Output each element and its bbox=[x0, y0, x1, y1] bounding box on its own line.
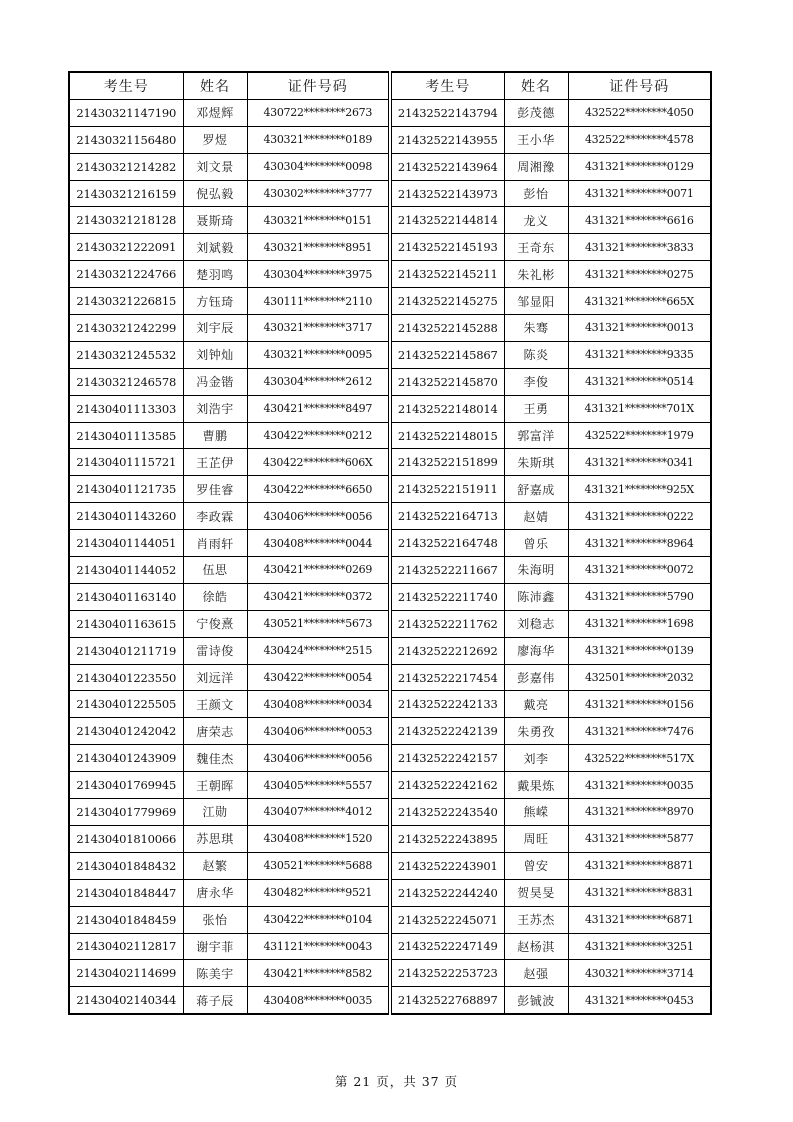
exam-number-cell-right: 21432522144814 bbox=[390, 207, 504, 234]
id-number-cell-right: 431321********0072 bbox=[568, 557, 711, 584]
id-number-cell-left: 430422********0054 bbox=[247, 664, 390, 691]
candidate-name-cell-right: 周湘豫 bbox=[504, 153, 568, 180]
exam-number-cell-left: 21430321242299 bbox=[69, 315, 183, 342]
exam-number-cell-right: 21432522151899 bbox=[390, 449, 504, 476]
id-number-cell-left: 430321********8951 bbox=[247, 234, 390, 261]
table-row bbox=[69, 906, 711, 933]
id-number-cell-right: 432522********4050 bbox=[568, 99, 711, 126]
table-row bbox=[69, 664, 711, 691]
id-number-cell-left: 430421********0269 bbox=[247, 557, 390, 584]
exam-number-cell-left: 21430401163615 bbox=[69, 610, 183, 637]
table-row bbox=[69, 799, 711, 826]
candidate-name-cell-right: 李俊 bbox=[504, 368, 568, 395]
candidate-name-cell-left: 刘斌毅 bbox=[183, 234, 247, 261]
exam-number-cell-right: 21432522243540 bbox=[390, 799, 504, 826]
candidate-name-cell-left: 刘宇辰 bbox=[183, 315, 247, 342]
table-row bbox=[69, 288, 711, 315]
exam-number-cell-right: 21432522145867 bbox=[390, 341, 504, 368]
exam-number-cell-right: 21432522148015 bbox=[390, 422, 504, 449]
id-number-cell-left: 430422********0212 bbox=[247, 422, 390, 449]
header-name-right: 姓名 bbox=[504, 72, 568, 99]
table-row bbox=[69, 395, 711, 422]
id-number-cell-left: 430521********5688 bbox=[247, 852, 390, 879]
exam-number-cell-left: 21430401848459 bbox=[69, 906, 183, 933]
id-number-cell-right: 431321********3833 bbox=[568, 234, 711, 261]
exam-number-cell-left: 21430321218128 bbox=[69, 207, 183, 234]
id-number-cell-right: 431321********0341 bbox=[568, 449, 711, 476]
candidate-name-cell-left: 赵繁 bbox=[183, 852, 247, 879]
exam-number-cell-right: 21432522217454 bbox=[390, 664, 504, 691]
exam-number-cell-left: 21430401113303 bbox=[69, 395, 183, 422]
candidate-name-cell-left: 楚羽鸣 bbox=[183, 261, 247, 288]
exam-number-cell-right: 21432522247149 bbox=[390, 933, 504, 960]
candidate-name-cell-right: 朱骞 bbox=[504, 315, 568, 342]
candidate-name-cell-left: 刘浩宇 bbox=[183, 395, 247, 422]
current-page-number: 21 bbox=[353, 1074, 372, 1089]
candidate-name-cell-right: 彭铖波 bbox=[504, 987, 568, 1014]
exam-number-cell-right: 21432522145211 bbox=[390, 261, 504, 288]
id-number-cell-left: 430422********6650 bbox=[247, 476, 390, 503]
table-row bbox=[69, 530, 711, 557]
id-number-cell-left: 430408********1520 bbox=[247, 825, 390, 852]
exam-number-cell-right: 21432522143794 bbox=[390, 99, 504, 126]
page-footer bbox=[0, 1072, 793, 1090]
table-row bbox=[69, 476, 711, 503]
candidate-name-cell-left: 江勋 bbox=[183, 799, 247, 826]
id-number-cell-left: 430304********0098 bbox=[247, 153, 390, 180]
id-number-cell-left: 430406********0056 bbox=[247, 745, 390, 772]
exam-number-cell-left: 21430321214282 bbox=[69, 153, 183, 180]
id-number-cell-left: 430422********606X bbox=[247, 449, 390, 476]
exam-number-cell-left: 21430401769945 bbox=[69, 772, 183, 799]
exam-number-cell-left: 21430321147190 bbox=[69, 99, 183, 126]
header-id-number: 证件号码 bbox=[247, 72, 390, 99]
id-number-cell-right: 432522********517X bbox=[568, 745, 711, 772]
exam-number-cell-right: 21432522768897 bbox=[390, 987, 504, 1014]
id-number-cell-left: 430408********0034 bbox=[247, 691, 390, 718]
candidate-name-cell-right: 赵婧 bbox=[504, 503, 568, 530]
exam-number-cell-right: 21432522242157 bbox=[390, 745, 504, 772]
table-row bbox=[69, 261, 711, 288]
exam-number-cell-left: 21430401779969 bbox=[69, 799, 183, 826]
page-label-prefix: 第 bbox=[334, 1074, 349, 1089]
id-number-cell-left: 430111********2110 bbox=[247, 288, 390, 315]
table-row bbox=[69, 987, 711, 1014]
table-row bbox=[69, 234, 711, 261]
header-exam-number: 考生号 bbox=[69, 72, 183, 99]
exam-number-cell-right: 21432522242162 bbox=[390, 772, 504, 799]
candidate-name-cell-left: 徐皓 bbox=[183, 583, 247, 610]
candidate-name-cell-left: 王颜文 bbox=[183, 691, 247, 718]
table-row bbox=[69, 557, 711, 584]
candidate-name-cell-left: 张怡 bbox=[183, 906, 247, 933]
id-number-cell-right: 431321********6616 bbox=[568, 207, 711, 234]
exam-number-cell-left: 21430321222091 bbox=[69, 234, 183, 261]
exam-number-cell-right: 21432522245071 bbox=[390, 906, 504, 933]
candidate-name-cell-left: 苏思琪 bbox=[183, 825, 247, 852]
id-number-cell-right: 431321********0514 bbox=[568, 368, 711, 395]
id-number-cell-left: 430521********5673 bbox=[247, 610, 390, 637]
candidate-name-cell-right: 彭嘉伟 bbox=[504, 664, 568, 691]
table-body bbox=[69, 99, 711, 1014]
exam-number-cell-right: 21432522211667 bbox=[390, 557, 504, 584]
candidate-name-cell-left: 罗煜 bbox=[183, 126, 247, 153]
candidate-name-cell-right: 曾乐 bbox=[504, 530, 568, 557]
table-row bbox=[69, 718, 711, 745]
exam-number-cell-right: 21432522211740 bbox=[390, 583, 504, 610]
candidate-name-cell-right: 陈炎 bbox=[504, 341, 568, 368]
exam-number-cell-right: 21432522164713 bbox=[390, 503, 504, 530]
id-number-cell-right: 431321********0013 bbox=[568, 315, 711, 342]
candidate-name-cell-left: 蒋子辰 bbox=[183, 987, 247, 1014]
candidate-name-cell-left: 王朝晖 bbox=[183, 772, 247, 799]
id-number-cell-right: 431321********1698 bbox=[568, 610, 711, 637]
table-row bbox=[69, 852, 711, 879]
candidate-name-cell-right: 曾安 bbox=[504, 852, 568, 879]
candidate-name-cell-right: 廖海华 bbox=[504, 637, 568, 664]
exam-number-cell-right: 21432522242133 bbox=[390, 691, 504, 718]
exam-number-cell-left: 21430321245532 bbox=[69, 341, 183, 368]
exam-number-cell-left: 21430321156480 bbox=[69, 126, 183, 153]
id-number-cell-left: 430406********0056 bbox=[247, 503, 390, 530]
exam-number-cell-right: 21432522212692 bbox=[390, 637, 504, 664]
candidate-name-cell-right: 龙义 bbox=[504, 207, 568, 234]
table-row bbox=[69, 583, 711, 610]
table-row bbox=[69, 933, 711, 960]
exam-number-cell-left: 21430401144051 bbox=[69, 530, 183, 557]
id-number-cell-left: 430424********2515 bbox=[247, 637, 390, 664]
id-number-cell-right: 431321********0071 bbox=[568, 180, 711, 207]
candidate-name-cell-left: 谢宇菲 bbox=[183, 933, 247, 960]
header-id-number-right: 证件号码 bbox=[568, 72, 711, 99]
table-row bbox=[69, 126, 711, 153]
exam-number-cell-left: 21430401115721 bbox=[69, 449, 183, 476]
candidate-name-cell-left: 曹鹏 bbox=[183, 422, 247, 449]
exam-number-cell-left: 21430401143260 bbox=[69, 503, 183, 530]
candidate-name-cell-right: 贺昊旻 bbox=[504, 879, 568, 906]
candidate-name-cell-right: 朱斯琪 bbox=[504, 449, 568, 476]
exam-number-cell-right: 21432522143955 bbox=[390, 126, 504, 153]
page-label-mid: 页，共 bbox=[376, 1074, 417, 1089]
table-row bbox=[69, 879, 711, 906]
candidate-name-cell-right: 周旺 bbox=[504, 825, 568, 852]
exam-number-cell-left: 21430401848432 bbox=[69, 852, 183, 879]
candidate-name-cell-left: 罗佳睿 bbox=[183, 476, 247, 503]
id-number-cell-right: 432522********4578 bbox=[568, 126, 711, 153]
exam-number-cell-left: 21430321216159 bbox=[69, 180, 183, 207]
table-row bbox=[69, 610, 711, 637]
exam-number-cell-left: 21430401211719 bbox=[69, 637, 183, 664]
exam-number-cell-left: 21430401848447 bbox=[69, 879, 183, 906]
exam-number-cell-right: 21432522244240 bbox=[390, 879, 504, 906]
candidate-name-cell-left: 倪弘毅 bbox=[183, 180, 247, 207]
id-number-cell-right: 431321********8964 bbox=[568, 530, 711, 557]
candidate-name-cell-right: 朱礼彬 bbox=[504, 261, 568, 288]
exam-number-cell-right: 21432522143973 bbox=[390, 180, 504, 207]
table-row bbox=[69, 745, 711, 772]
candidate-name-cell-left: 邓煜辉 bbox=[183, 99, 247, 126]
id-number-cell-right: 431321********8871 bbox=[568, 852, 711, 879]
exam-number-cell-right: 21432522145193 bbox=[390, 234, 504, 261]
candidate-name-cell-right: 朱勇孜 bbox=[504, 718, 568, 745]
id-number-cell-left: 430722********2673 bbox=[247, 99, 390, 126]
candidate-name-cell-left: 方钰琦 bbox=[183, 288, 247, 315]
candidate-name-cell-right: 邹显阳 bbox=[504, 288, 568, 315]
id-number-cell-left: 430304********3975 bbox=[247, 261, 390, 288]
candidate-name-cell-left: 刘远洋 bbox=[183, 664, 247, 691]
id-number-cell-right: 431321********665X bbox=[568, 288, 711, 315]
table-row bbox=[69, 315, 711, 342]
candidate-name-cell-right: 熊嵘 bbox=[504, 799, 568, 826]
exam-number-cell-left: 21430401225505 bbox=[69, 691, 183, 718]
table-row bbox=[69, 449, 711, 476]
exam-number-cell-right: 21432522145870 bbox=[390, 368, 504, 395]
exam-number-cell-left: 21430401242042 bbox=[69, 718, 183, 745]
table-row bbox=[69, 153, 711, 180]
exam-number-cell-left: 21430402112817 bbox=[69, 933, 183, 960]
id-number-cell-right: 431321********5790 bbox=[568, 583, 711, 610]
exam-number-cell-left: 21430401144052 bbox=[69, 557, 183, 584]
exam-number-cell-right: 21432522211762 bbox=[390, 610, 504, 637]
table-row bbox=[69, 691, 711, 718]
candidate-name-cell-right: 舒嘉成 bbox=[504, 476, 568, 503]
id-number-cell-right: 431321********6871 bbox=[568, 906, 711, 933]
candidate-name-cell-right: 赵强 bbox=[504, 960, 568, 987]
id-number-cell-right: 431321********0222 bbox=[568, 503, 711, 530]
id-number-cell-left: 430421********8497 bbox=[247, 395, 390, 422]
candidate-name-cell-left: 魏佳杰 bbox=[183, 745, 247, 772]
candidate-name-cell-right: 王奇东 bbox=[504, 234, 568, 261]
id-number-cell-right: 431321********701X bbox=[568, 395, 711, 422]
table-row bbox=[69, 503, 711, 530]
exam-number-cell-left: 21430321226815 bbox=[69, 288, 183, 315]
candidate-name-cell-right: 陈沛鑫 bbox=[504, 583, 568, 610]
id-number-cell-right: 432501********2032 bbox=[568, 664, 711, 691]
id-number-cell-right: 431321********925X bbox=[568, 476, 711, 503]
candidate-name-cell-left: 刘文景 bbox=[183, 153, 247, 180]
id-number-cell-right: 431321********0035 bbox=[568, 772, 711, 799]
header-exam-number-right: 考生号 bbox=[390, 72, 504, 99]
candidate-name-cell-left: 聂斯琦 bbox=[183, 207, 247, 234]
candidate-name-cell-left: 李政霖 bbox=[183, 503, 247, 530]
candidate-name-cell-right: 戴亮 bbox=[504, 691, 568, 718]
candidate-name-cell-right: 郭富洋 bbox=[504, 422, 568, 449]
exam-number-cell-right: 21432522145288 bbox=[390, 315, 504, 342]
candidate-name-cell-left: 宁俊熹 bbox=[183, 610, 247, 637]
id-number-cell-left: 430422********0104 bbox=[247, 906, 390, 933]
exam-number-cell-left: 21430402114699 bbox=[69, 960, 183, 987]
total-page-count: 37 bbox=[421, 1074, 440, 1089]
table-row bbox=[69, 960, 711, 987]
exam-number-cell-right: 21432522242139 bbox=[390, 718, 504, 745]
candidate-name-cell-right: 戴果炼 bbox=[504, 772, 568, 799]
candidate-name-cell-left: 肖雨轩 bbox=[183, 530, 247, 557]
candidate-name-cell-left: 陈美宇 bbox=[183, 960, 247, 987]
candidate-name-cell-left: 唐永华 bbox=[183, 879, 247, 906]
candidate-name-cell-left: 唐荣志 bbox=[183, 718, 247, 745]
id-number-cell-left: 430321********0095 bbox=[247, 341, 390, 368]
id-number-cell-right: 431321********8831 bbox=[568, 879, 711, 906]
exam-number-cell-right: 21432522164748 bbox=[390, 530, 504, 557]
page-label-suffix: 页 bbox=[444, 1074, 459, 1089]
candidate-name-cell-left: 伍思 bbox=[183, 557, 247, 584]
id-number-cell-left: 430408********0035 bbox=[247, 987, 390, 1014]
id-number-cell-right: 431321********0139 bbox=[568, 637, 711, 664]
candidate-name-cell-right: 赵杨淇 bbox=[504, 933, 568, 960]
exam-number-cell-left: 21430401113585 bbox=[69, 422, 183, 449]
exam-number-cell-right: 21432522148014 bbox=[390, 395, 504, 422]
exam-number-cell-right: 21432522243895 bbox=[390, 825, 504, 852]
candidate-name-cell-right: 刘稳志 bbox=[504, 610, 568, 637]
exam-number-cell-right: 21432522253723 bbox=[390, 960, 504, 987]
id-number-cell-right: 431321********0129 bbox=[568, 153, 711, 180]
exam-number-cell-left: 21430401243909 bbox=[69, 745, 183, 772]
table-row bbox=[69, 637, 711, 664]
id-number-cell-right: 430321********3714 bbox=[568, 960, 711, 987]
id-number-cell-right: 431321********0453 bbox=[568, 987, 711, 1014]
id-number-cell-left: 430321********0151 bbox=[247, 207, 390, 234]
candidate-name-cell-right: 王小华 bbox=[504, 126, 568, 153]
id-number-cell-right: 432522********1979 bbox=[568, 422, 711, 449]
exam-number-cell-left: 21430321224766 bbox=[69, 261, 183, 288]
id-number-cell-right: 431321********0275 bbox=[568, 261, 711, 288]
candidate-name-cell-left: 冯金锴 bbox=[183, 368, 247, 395]
id-number-cell-right: 431321********7476 bbox=[568, 718, 711, 745]
exam-number-cell-left: 21430321246578 bbox=[69, 368, 183, 395]
id-number-cell-right: 431321********0156 bbox=[568, 691, 711, 718]
id-number-cell-left: 430321********0189 bbox=[247, 126, 390, 153]
table-row bbox=[69, 368, 711, 395]
candidate-name-cell-right: 刘李 bbox=[504, 745, 568, 772]
candidate-name-cell-right: 彭茂德 bbox=[504, 99, 568, 126]
candidate-roster-table bbox=[68, 71, 712, 1015]
id-number-cell-left: 430421********8582 bbox=[247, 960, 390, 987]
id-number-cell-left: 431121********0043 bbox=[247, 933, 390, 960]
candidate-name-cell-right: 王勇 bbox=[504, 395, 568, 422]
table-header-row bbox=[69, 72, 711, 99]
candidate-name-cell-left: 刘钟灿 bbox=[183, 341, 247, 368]
id-number-cell-left: 430321********3717 bbox=[247, 315, 390, 342]
table-row bbox=[69, 341, 711, 368]
exam-number-cell-left: 21430401223550 bbox=[69, 664, 183, 691]
exam-number-cell-right: 21432522145275 bbox=[390, 288, 504, 315]
exam-number-cell-left: 21430401163140 bbox=[69, 583, 183, 610]
table-row bbox=[69, 180, 711, 207]
id-number-cell-right: 431321********8970 bbox=[568, 799, 711, 826]
table-row bbox=[69, 422, 711, 449]
candidate-name-cell-left: 王芷伊 bbox=[183, 449, 247, 476]
id-number-cell-right: 431321********9335 bbox=[568, 341, 711, 368]
id-number-cell-left: 430302********3777 bbox=[247, 180, 390, 207]
candidate-name-cell-left: 雷诗俊 bbox=[183, 637, 247, 664]
exam-number-cell-right: 21432522243901 bbox=[390, 852, 504, 879]
id-number-cell-left: 430304********2612 bbox=[247, 368, 390, 395]
candidate-name-cell-right: 彭怡 bbox=[504, 180, 568, 207]
table-row bbox=[69, 207, 711, 234]
exam-number-cell-right: 21432522143964 bbox=[390, 153, 504, 180]
table-row bbox=[69, 825, 711, 852]
id-number-cell-left: 430405********5557 bbox=[247, 772, 390, 799]
header-name: 姓名 bbox=[183, 72, 247, 99]
exam-number-cell-left: 21430402140344 bbox=[69, 987, 183, 1014]
id-number-cell-right: 431321********5877 bbox=[568, 825, 711, 852]
exam-number-cell-left: 21430401810066 bbox=[69, 825, 183, 852]
table-row bbox=[69, 772, 711, 799]
candidate-name-cell-right: 朱海明 bbox=[504, 557, 568, 584]
exam-number-cell-right: 21432522151911 bbox=[390, 476, 504, 503]
exam-number-cell-left: 21430401121735 bbox=[69, 476, 183, 503]
id-number-cell-right: 431321********3251 bbox=[568, 933, 711, 960]
id-number-cell-left: 430421********0372 bbox=[247, 583, 390, 610]
candidate-name-cell-right: 王苏杰 bbox=[504, 906, 568, 933]
id-number-cell-left: 430482********9521 bbox=[247, 879, 390, 906]
table-row bbox=[69, 99, 711, 126]
id-number-cell-left: 430408********0044 bbox=[247, 530, 390, 557]
id-number-cell-left: 430407********4012 bbox=[247, 799, 390, 826]
id-number-cell-left: 430406********0053 bbox=[247, 718, 390, 745]
